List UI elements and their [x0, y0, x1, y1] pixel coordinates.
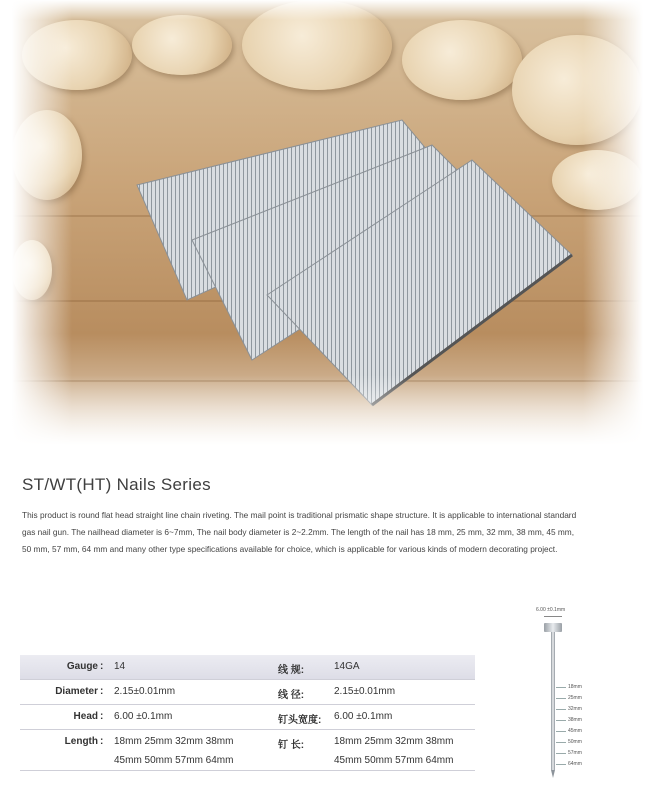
spec-cn-label: 线 径: [278, 690, 305, 701]
length-mark-label: 25mm [568, 695, 582, 701]
length-mark [556, 742, 566, 743]
spec-label: Head [73, 711, 98, 722]
length-mark [556, 720, 566, 721]
length-mark [556, 698, 566, 699]
spec-value: 6.00 ±0.1mm [114, 711, 173, 722]
length-mark [556, 709, 566, 710]
length-mark-label: 64mm [568, 761, 582, 767]
product-photo [12, 0, 643, 445]
nail-tip [551, 770, 555, 778]
spec-cn-value: 14GA [334, 661, 360, 672]
page-title: ST/WT(HT) Nails Series [22, 475, 211, 494]
length-mark-label: 32mm [568, 706, 582, 712]
spec-cn-label: 线 规: [278, 665, 305, 676]
spec-cn-value: 45mm 50mm 57mm 64mm [334, 755, 454, 766]
dimension-line [544, 616, 562, 617]
spec-label: Gauge [66, 661, 98, 672]
length-mark-label: 50mm [568, 739, 582, 745]
length-mark [556, 764, 566, 765]
divider [20, 770, 475, 771]
spec-value: 2.15±0.01mm [114, 686, 176, 697]
spec-row-length: Length : 18mm 25mm 32mm 38mm 45mm 50mm 57mm 64mm 钉 长: 18mm 25mm 32mm 38mm 45mm 50mm 57mm 64mm [20, 730, 475, 770]
product-description: This product is round flat head straight line chain riveting. The mail point is traditional prismatic shape structure. It is applicable to international standard gas nail gun. The nailhead diameter is 6~7mm, The nail body diameter is 2~2.2mm. The length of the nail has 18 mm, 25 mm, 32 mm, 38 mm, 45 mm, 50 mm, 57 mm, 64 mm and many other type specifications available for choice, which is applicable for various kinds of modern decorating project. [22, 510, 577, 554]
nail-head [544, 623, 562, 632]
spec-cn-value: 2.15±0.01mm [334, 686, 396, 697]
spec-cn-label: 钉 长: [278, 740, 305, 751]
head-dimension-label: 6.00 ±0.1mm [536, 607, 566, 613]
length-mark [556, 687, 566, 688]
spec-label: Diameter [55, 686, 98, 697]
length-mark-label: 57mm [568, 750, 582, 756]
length-mark [556, 753, 566, 754]
spec-value: 18mm 25mm 32mm 38mm [114, 736, 234, 747]
nail-shank [551, 632, 555, 770]
spec-label: Length [64, 736, 98, 747]
spec-table [20, 655, 475, 771]
spec-cn-value: 6.00 ±0.1mm [334, 711, 393, 722]
spec-row-diameter: Diameter : 2.15±0.01mm 线 径: 2.15±0.01mm [20, 680, 475, 704]
length-mark-label: 38mm [568, 717, 582, 723]
nail-diagram [520, 605, 640, 785]
length-mark-label: 18mm [568, 684, 582, 690]
spec-value: 45mm 50mm 57mm 64mm [114, 755, 234, 766]
length-mark [556, 731, 566, 732]
spec-row-head: Head : 6.00 ±0.1mm 钉头宽度: 6.00 ±0.1mm [20, 705, 475, 729]
length-mark-label: 45mm [568, 728, 582, 734]
spec-cn-label: 钉头宽度: [278, 715, 322, 726]
spec-cn-value: 18mm 25mm 32mm 38mm [334, 736, 454, 747]
spec-value: 14 [114, 661, 126, 672]
spec-row-gauge: Gauge : 14 线 规: 14GA [20, 655, 475, 679]
